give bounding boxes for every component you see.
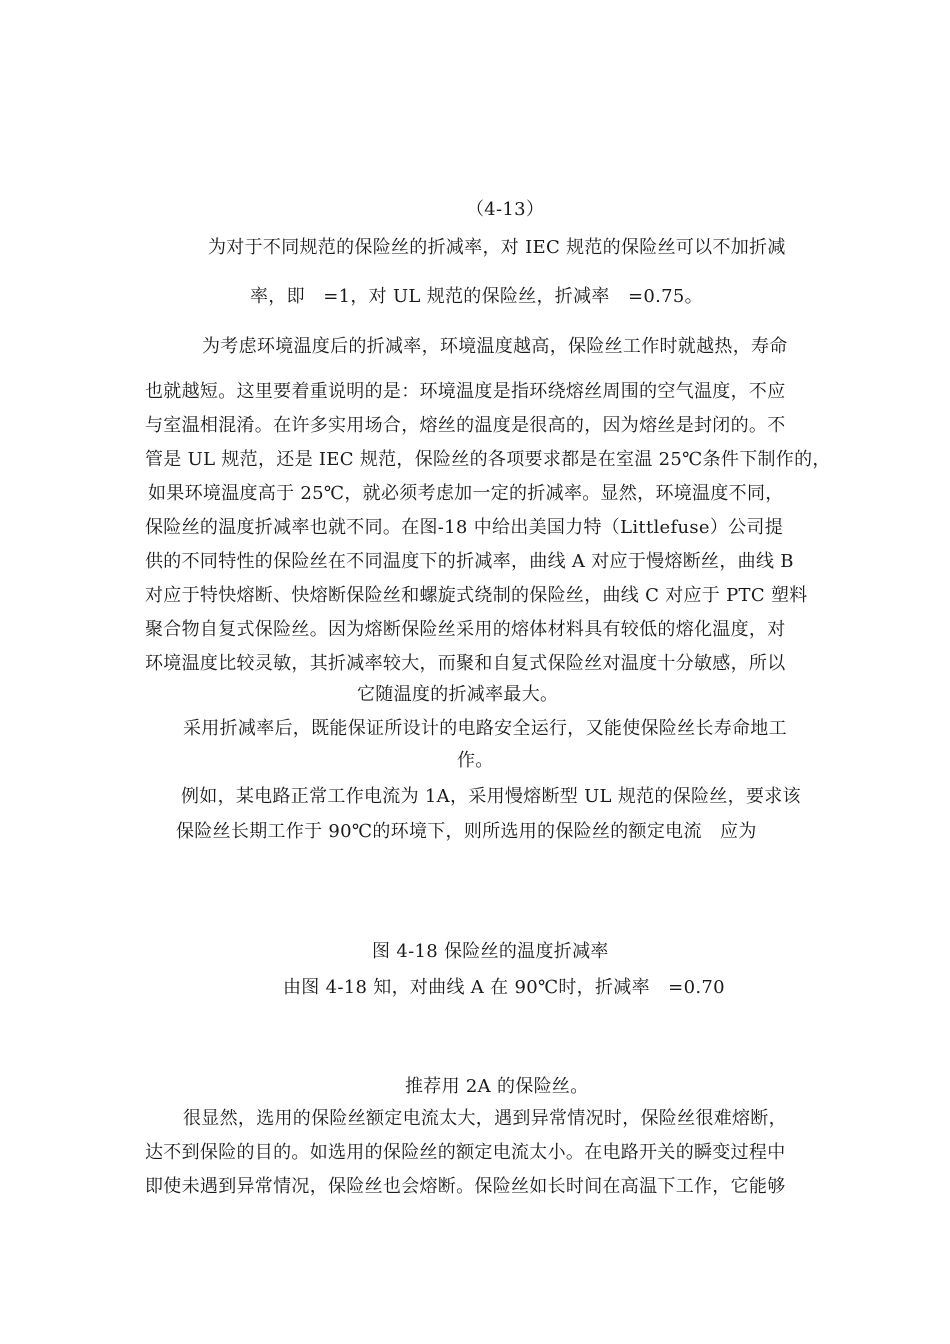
paragraph-line: 与室温相混淆。在许多实用场合，熔丝的温度是很高的，因为熔丝是封闭的。不 (145, 415, 786, 436)
paragraph-line: 保险丝的温度折减率也就不同。在图-18 中给出美国力特（Littlefuse）公司提 (145, 517, 784, 538)
paragraph-line: 聚合物自复式保险丝。因为熔断保险丝采用的熔体材料具有较低的熔化温度，对 (145, 619, 786, 640)
paragraph-line: 作。 (457, 750, 494, 771)
paragraph-line: 如果环境温度高于 25℃，就必须考虑加一定的折减率。显然，环境温度不同， (148, 483, 784, 504)
figure-caption: 图 4-18 保险丝的温度折减率 (372, 941, 609, 962)
paragraph-line: 率，即 =1，对 UL 规范的保险丝，折减率 =0.75。 (250, 286, 703, 307)
paragraph-line: 为对于不同规范的保险丝的折减率，对 IEC 规范的保险丝可以不加折减 (208, 237, 786, 258)
paragraph-line: 采用折减率后，既能保证所设计的电路安全运行，又能使保险丝长寿命地工 (183, 718, 787, 739)
equation-number: （4-13） (466, 199, 545, 220)
paragraph-line: 即使未遇到异常情况，保险丝也会熔断。保险丝如长时间在高温下工作，它能够 (145, 1176, 786, 1197)
paragraph-line: 例如，某电路正常工作电流为 1A，采用慢熔断型 UL 规范的保险丝，要求该 (181, 786, 801, 807)
figure-note: 由图 4-18 知，对曲线 A 在 90℃时，折减率 =0.70 (283, 977, 725, 998)
paragraph-line: 它随温度的折减率最大。 (357, 684, 559, 705)
paragraph-line: 对应于特快熔断、快熔断保险丝和螺旋式绕制的保险丝，曲线 C 对应于 PTC 塑料 (145, 585, 808, 606)
paragraph-line: 保险丝长期工作于 90℃的环境下，则所选用的保险丝的额定电流 应为 (176, 821, 757, 842)
paragraph-line: 为考虑环境温度后的折减率，环境温度越高，保险丝工作时就越热，寿命 (202, 336, 788, 357)
paragraph-line: 供的不同特性的保险丝在不同温度下的折减率，曲线 A 对应于慢熔断丝，曲线 B (145, 551, 794, 572)
paragraph-line: 很显然，选用的保险丝额定电流太大，遇到异常情况时，保险丝很难熔断， (183, 1108, 787, 1129)
recommendation: 推荐用 2A 的保险丝。 (405, 1076, 589, 1097)
paragraph-line: 环境温度比较灵敏，其折减率较大，而聚和自复式保险丝对温度十分敏感，所以 (145, 653, 786, 674)
paragraph-line: 也就越短。这里要着重说明的是：环境温度是指环绕熔丝周围的空气温度，不应 (145, 381, 786, 402)
paragraph-line: 管是 UL 规范，还是 IEC 规范，保险丝的各项要求都是在室温 25℃条件下制作的， (145, 449, 831, 470)
paragraph-line: 达不到保险的目的。如选用的保险丝的额定电流太小。在电路开关的瞬变过程中 (145, 1142, 786, 1163)
